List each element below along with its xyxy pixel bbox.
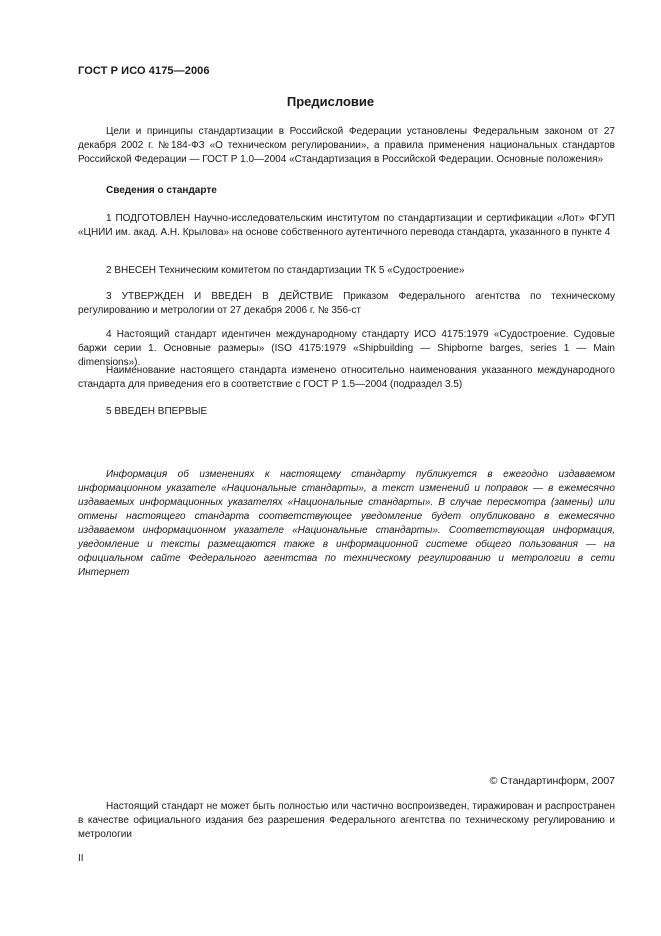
page-title: Предисловие — [286, 94, 375, 109]
item-5-first-introduced: 5 ВВЕДЕН ВПЕРВЫЕ — [106, 406, 208, 417]
reproduction-notice: Настоящий стандарт не может быть полностью или частично воспроизведен, тиражирован и распространен в качестве официального издания без разрешения Федерального агентства по техническому регулированию и метрологии — [78, 801, 615, 840]
page-number: II — [78, 853, 84, 864]
item-4-identity: 4 Настоящий стандарт идентичен международному стандарту ИСО 4175:1979 «Судостроение. Судовые баржи серии 1. Основные размеры» (ISO 4175:1979 «Shipbuilding — Shipborne barges, series 1 — Main dimensions»). — [78, 329, 615, 368]
item-4-name-change: Наименование настоящего стандарта изменено относительно наименования указанного международного стандарта для приведения его в соответствие с ГОСТ Р 1.5—2004 (подраздел 3.5) — [78, 365, 615, 390]
copyright-line: © Стандартинформ, 2007 — [489, 775, 615, 787]
standard-code-header: ГОСТ Р ИСО 4175—2006 — [78, 65, 210, 77]
changes-info-notice: Информация об изменениях к настоящему стандарту публикуется в ежегодно издаваемом информационном указателе «Национальные стандарты», а текст изменений и поправок — в ежемесячно издаваемых информационных указателях «Национальные стандарты». В случае пересмотра (замены) или отмены настоящего стандарта соответствующее уведомление будет опубликовано в ежемесячно издаваемом информационном указателе «Национальные стандарты». Соответствующая информация, уведомление и тексты размещаются также в информационной системе общего пользования — на официальном сайте Федерального агентства по техническому регулированию и метрологии в сети Интернет — [78, 469, 615, 578]
item-1-prepared: 1 ПОДГОТОВЛЕН Научно-исследовательским институтом по стандартизации и сертификации «Лот» ФГУП «ЦНИИ им. акад. А.Н. Крылова» на основе собственного аутентичного перевода стандарта, указанного в пункте 4 — [78, 213, 615, 238]
section-heading: Сведения о стандарте — [106, 185, 217, 196]
intro-paragraph: Цели и принципы стандартизации в Российской Федерации установлены Федеральным законом от 27 декабря 2002 г. №184-ФЗ «О техническом регулировании», а правила применения национальных стандартов Российской Федерации — ГОСТ Р 1.0—2004 «Стандартизация в Российской Федерации. Основные положения» — [78, 126, 615, 165]
item-3-approved: 3 УТВЕРЖДЕН И ВВЕДЕН В ДЕЙСТВИЕ Приказом Федерального агентства по техническому регулированию и метрологии от 27 декабря 2006 г. № 356-ст — [78, 291, 615, 316]
item-2-submitted: 2 ВНЕСЕН Техническим комитетом по стандартизации ТК 5 «Судостроение» — [106, 265, 465, 276]
